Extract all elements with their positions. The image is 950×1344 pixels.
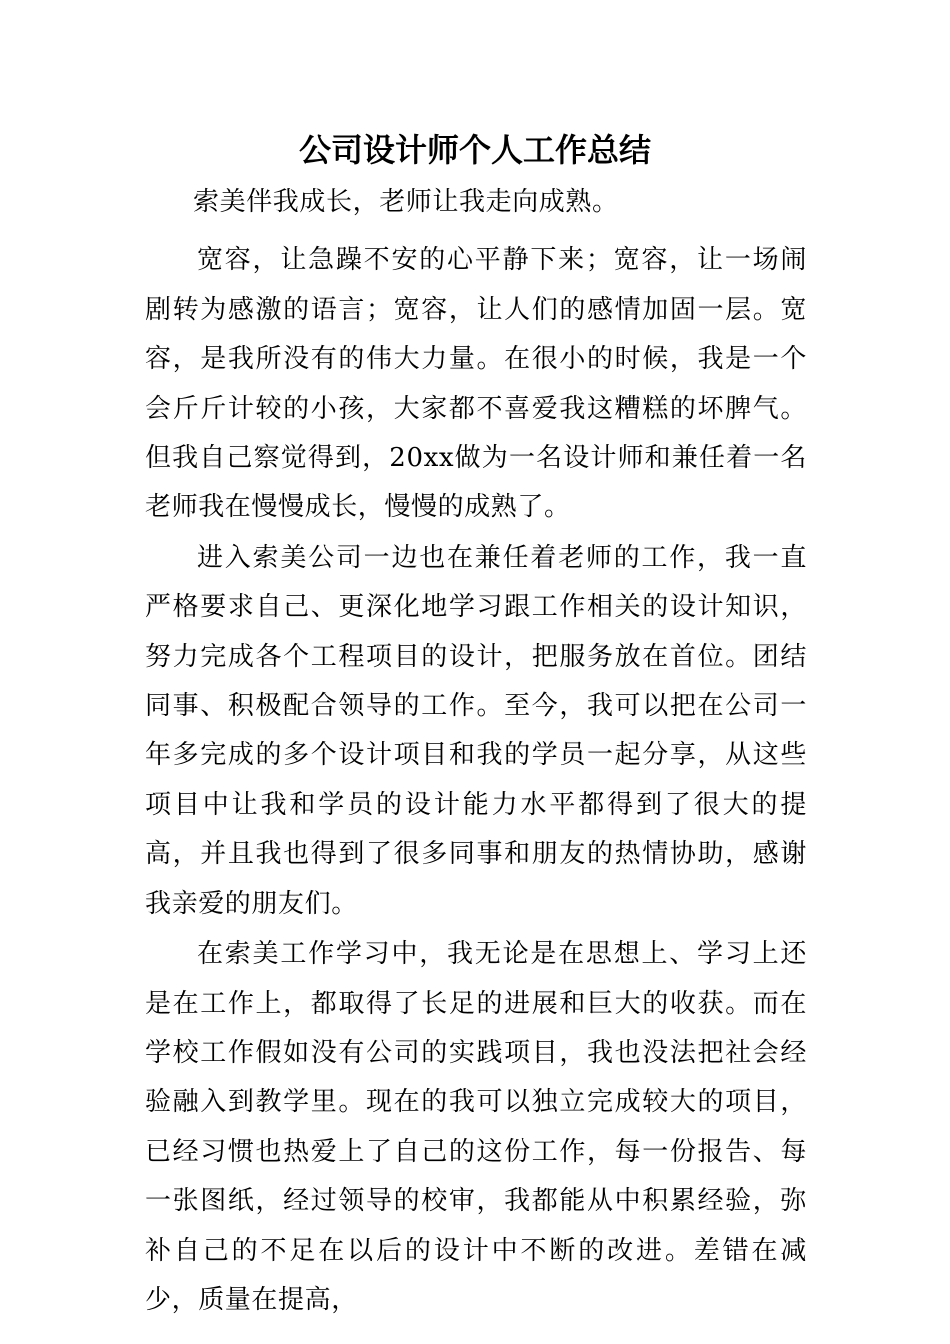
document-body	[145, 178, 807, 1325]
paragraph-3: 进入索美公司一边也在兼任着老师的工作，我一直严格要求自己、更深化地学习跟工作相关的设计知识，努力完成各个工程项目的设计，把服务放在首位。团结同事、积极配合领导的工作。至今，我可以把在公司一年多完成的多个设计项目和我的学员一起分享，从这些项目中让我和学员的设计能力水平都得到了很大的提高，并且我也得到了很多同事和朋友的热情协助，感谢我亲爱的朋友们。	[145, 542, 807, 919]
document-title: 公司设计师个人工作总结	[298, 131, 651, 169]
paragraph-1: 索美伴我成长，老师让我走向成熟。	[193, 187, 619, 217]
paragraph-4: 在索美工作学习中，我无论是在思想上、学习上还是在工作上，都取得了长足的进展和巨大的收获。而在学校工作假如没有公司的实践项目，我也没法把社会经验融入到教学里。现在的我可以独立完成较大的项目，已经习惯也热爱上了自己的这份工作，每一份报告、每一张图纸，经过领导的校审，我都能从中积累经验，弥补自己的不足在以后的设计中不断的改进。差错在减少，质量在提高，	[145, 939, 807, 1315]
paragraph-2: 宽容，让急躁不安的心平静下来；宽容，让一场闹剧转为感激的语言；宽容，让人们的感情加固一层。宽容，是我所没有的伟大力量。在很小的时候，我是一个会斤斤计较的小孩，大家都不喜爱我这糟糕的坏脾气。但我自己察觉得到，20xx做为一名设计师和兼任着一名老师我在慢慢成长，慢慢的成熟了。	[145, 245, 807, 523]
